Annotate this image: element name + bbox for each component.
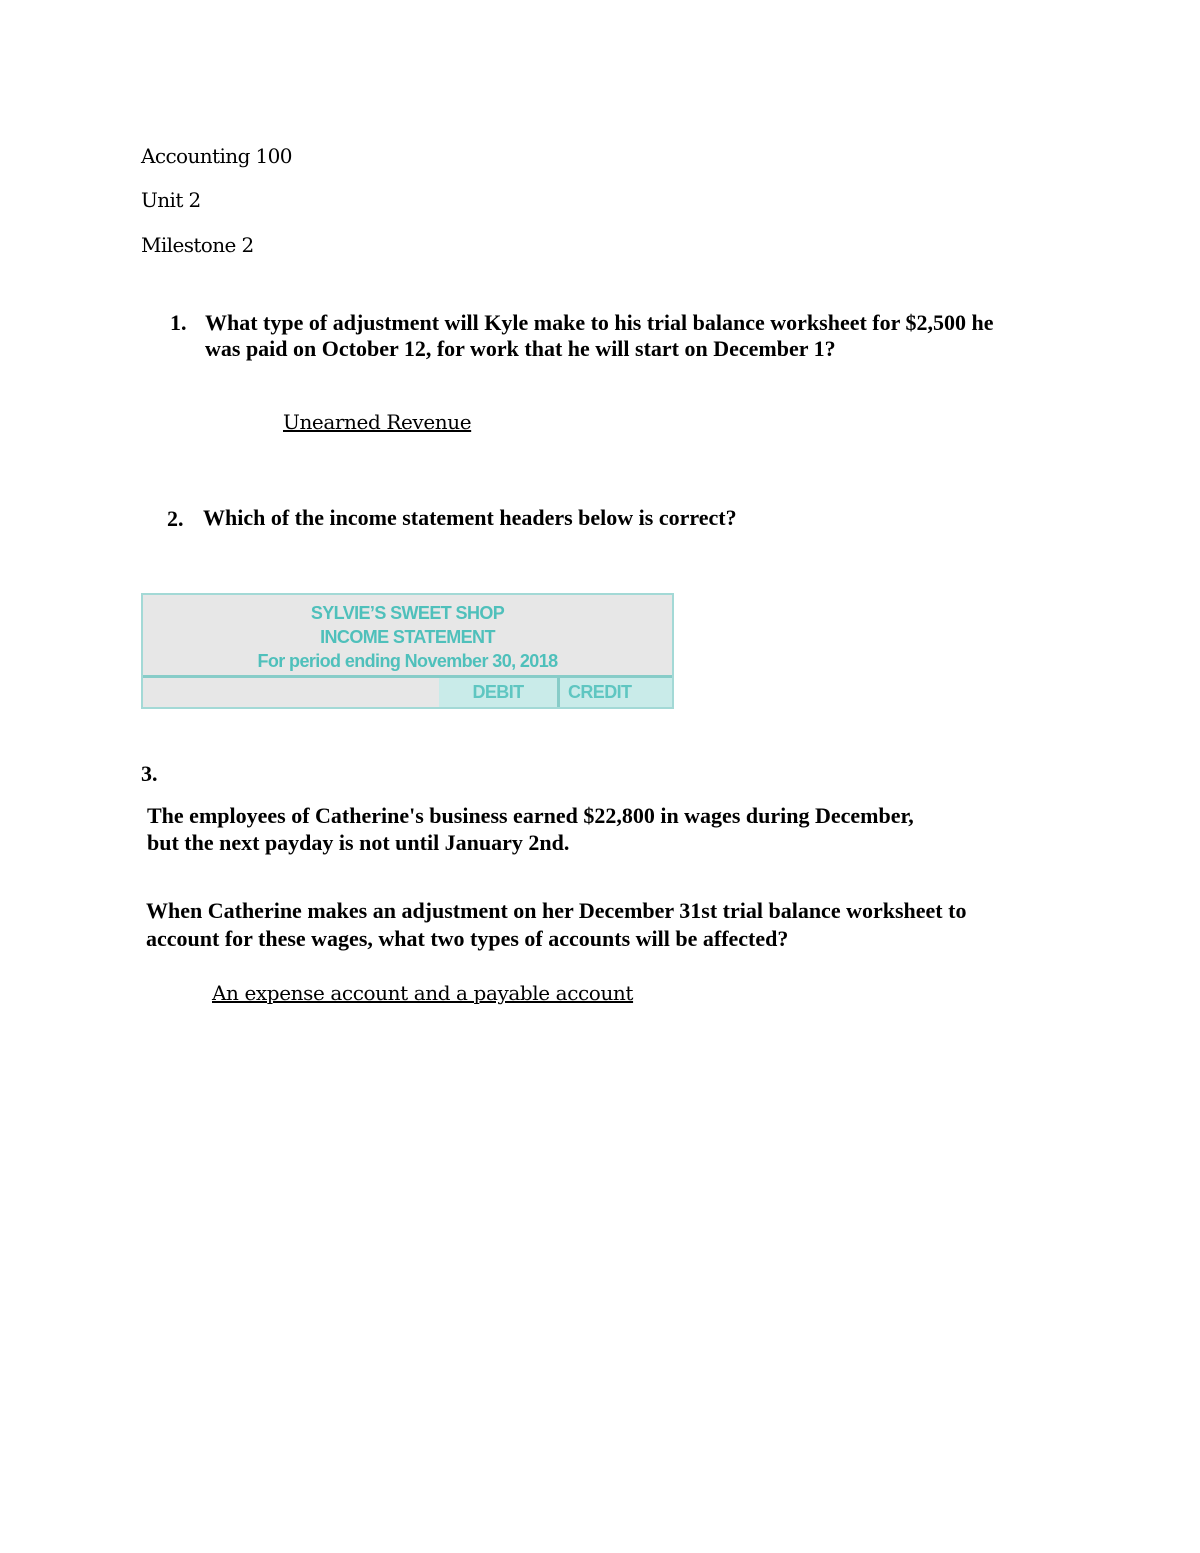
question-1-line-1: What type of adjustment will Kyle make to his trial balance worksheet for $2,500 he	[205, 310, 994, 335]
statement-title: INCOME STATEMENT	[320, 627, 495, 647]
question-2-line-1: Which of the income statement headers below is correct?	[203, 505, 737, 530]
question-1-answer: Unearned Revenue	[283, 410, 472, 434]
statement-account-column	[143, 678, 439, 707]
statement-debit-column: DEBIT	[439, 678, 557, 707]
unit-label: Unit 2	[141, 188, 201, 212]
question-3-paragraph-1-line-1: The employees of Catherine's business earned $22,800 in wages during December,	[147, 803, 914, 828]
question-3-paragraph-2-line-2: account for these wages, what two types of accounts will be affected?	[146, 926, 789, 951]
statement-credit-column: CREDIT	[557, 678, 672, 707]
income-statement-header	[141, 593, 674, 709]
course-title: Accounting 100	[141, 144, 292, 168]
question-1-number: 1.	[170, 310, 187, 335]
question-3-paragraph-1-line-2: but the next payday is not until January 2nd.	[147, 830, 570, 855]
statement-company-name: SYLVIE’S SWEET SHOP	[310, 603, 505, 623]
statement-period: For period ending November 30, 2018	[257, 651, 558, 671]
question-2-number: 2.	[167, 506, 184, 531]
question-3-answer: An expense account and a payable account	[212, 981, 634, 1005]
question-3-number: 3.	[141, 761, 158, 786]
question-1-line-2: was paid on October 12, for work that he will start on December 1?	[205, 336, 836, 361]
question-3-paragraph-2-line-1: When Catherine makes an adjustment on her December 31st trial balance worksheet to	[146, 898, 967, 923]
statement-column-row	[143, 678, 672, 707]
milestone-label: Milestone 2	[141, 233, 254, 257]
